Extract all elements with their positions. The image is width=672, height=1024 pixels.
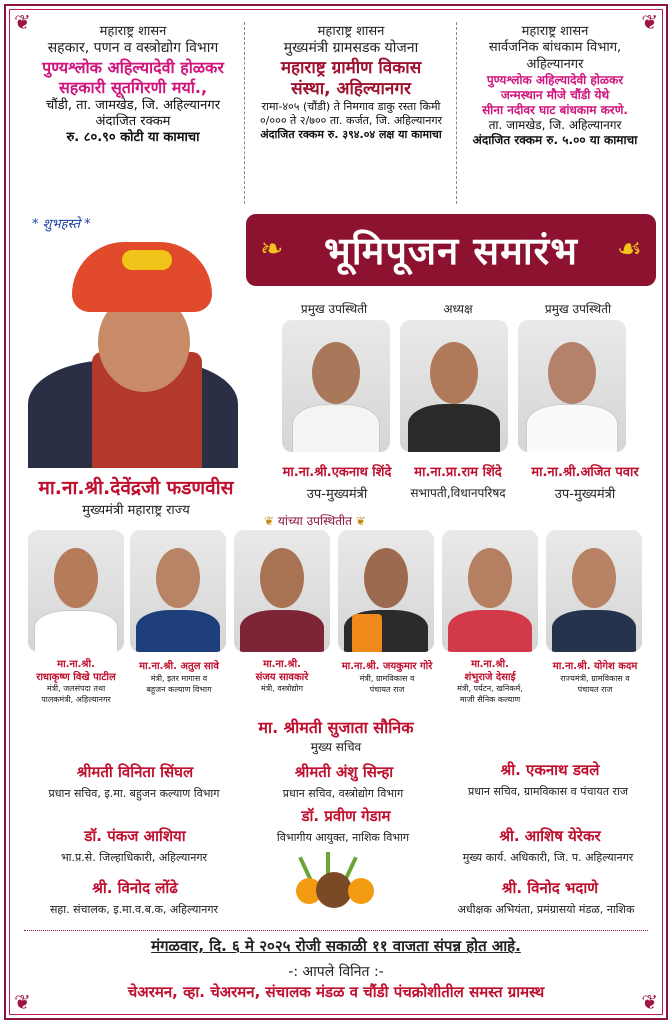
minister-name-line2: राधाकृष्ण विखे पाटील	[36, 672, 116, 683]
official-desc: प्रधान सचिव, इ.मा. बहुजन कल्याण विभाग	[48, 787, 220, 800]
guest-photo-shinde	[282, 320, 390, 452]
minister-desc-line1: मंत्री, ग्रामविकास व	[359, 674, 415, 683]
guest-title: उप-मुख्यमंत्री	[306, 487, 368, 502]
role-label: प्रमुख उपस्थिती	[544, 302, 612, 316]
minister-photo	[442, 530, 538, 652]
place: चौंडी, ता. जामखेड, जि. अहिल्यानगर	[45, 97, 221, 113]
official-name: श्रीमती अंशु सिन्हा	[294, 763, 394, 781]
org-name-line1: महाराष्ट्र ग्रामीण विकास	[280, 57, 422, 78]
official-name: श्री. आशिष येरेकर	[499, 827, 601, 845]
swirl-ornament-icon: ☙	[616, 232, 642, 265]
govt-label: महाराष्ट्र शासन	[317, 24, 385, 39]
department: सहकार, पणन व वस्त्रोद्योग विभाग	[47, 40, 219, 57]
shirt-shape	[240, 610, 324, 652]
shirt-shape	[448, 610, 532, 652]
invite-label: -: आपले विनित :-	[288, 964, 384, 980]
chief-guest-name: मा.ना.श्री.देवेंद्रजी फडणवीस	[38, 477, 234, 499]
minister-name-line1: मा.ना.श्री.	[471, 659, 509, 670]
guest-photo-ajit-pawar	[518, 320, 626, 452]
department-line2: अहिल्यानगर	[526, 56, 584, 72]
shirt-shape	[552, 610, 636, 652]
minister-desc-line1: मंत्री, जलसंपदा तथा	[46, 684, 106, 693]
header-column-ghat	[452, 24, 658, 148]
face-shape	[468, 548, 512, 608]
shirt-shape	[292, 404, 380, 452]
minister-desc-line1: मंत्री, इतर मागास व	[150, 674, 208, 683]
turban-band-shape	[122, 250, 172, 270]
coconut-flowers-icon	[296, 856, 376, 912]
header-column-cotton-mill	[28, 24, 238, 147]
face-shape	[156, 548, 200, 608]
shirt-shape	[34, 610, 118, 652]
face-shape	[572, 548, 616, 608]
event-title: भूमिपूजन समारंभ	[324, 229, 578, 273]
minister-photo	[338, 530, 434, 652]
chief-guest-photo	[22, 232, 244, 468]
minister-photo	[130, 530, 226, 652]
official-desc: विभागीय आयुक्त, नाशिक विभाग	[276, 831, 410, 844]
official-desc: सहा. संचालक, इ.मा.व.ब.क, अहिल्यानगर	[49, 903, 219, 916]
presence-label: यांच्या उपस्थितीत	[277, 514, 352, 528]
guest-title: सभापती,विधानपरिषद	[410, 486, 506, 500]
presence-label-wrap	[264, 512, 366, 529]
road-line1: रामा-४०५ (चौंडी) ते निमगाव डाकु रस्ता किमी	[261, 100, 441, 114]
org-name-line2: सहकारी सूतगिरणी मर्या.,	[58, 77, 208, 97]
leaf-ornament-icon: ❦	[264, 514, 278, 528]
minister-desc-line2: पंचायत राज	[577, 685, 613, 694]
guest-title: उप-मुख्यमंत्री	[554, 487, 616, 502]
org-name-line1: पुण्यश्लोक अहिल्यादेवी होळकर	[42, 57, 224, 77]
role-label: प्रमुख उपस्थिती	[300, 302, 368, 316]
minister-desc-line2: पंचायत राज	[369, 685, 405, 694]
guest-name: मा.ना.प्रा.राम शिंदे	[414, 465, 502, 480]
work-line2: जन्मस्थान मौजे चौंडी येथे	[500, 87, 610, 102]
face-shape	[548, 342, 596, 404]
guest-photo-ram-shinde	[400, 320, 508, 452]
chief-guest-title: मुख्यमंत्री महाराष्ट्र राज्य	[82, 503, 190, 518]
footer-invitees: चेअरमन, व्हा. चेअरमन, संचालक मंडळ व चौंडी पंचक्रोशीतील समस्त ग्रामस्थ	[127, 983, 545, 1001]
place: ता. जामखेड, जि. अहिल्यानगर	[488, 117, 622, 132]
minister-desc-line1: मंत्री, पर्यटन, खनिकर्म,	[457, 684, 523, 693]
face-shape	[312, 342, 360, 404]
official-name: श्री. विनोद लोंढे	[92, 879, 178, 897]
minister-name-line1: मा.ना.श्री.	[57, 659, 95, 670]
corner-ornament-icon: ❦	[14, 990, 31, 1014]
road-line2: ०/००० ते २/७०० ता. कर्जत, जि. अहिल्यानगर	[259, 114, 443, 127]
scheme: मुख्यमंत्री ग्रामसडक योजना	[283, 40, 419, 57]
leaf-ornament-icon: ❦	[351, 514, 366, 528]
scarf-shape	[352, 614, 382, 652]
official-desc: भा.प्र.से. जिल्हाधिकारी, अहिल्यानगर	[60, 851, 208, 864]
corner-ornament-icon: ❦	[641, 10, 658, 34]
corner-ornament-icon: ❦	[641, 990, 658, 1014]
official-name: डॉ. प्रवीण गेडाम	[301, 807, 391, 825]
official-desc: मुख्य कार्य. अधिकारी, जि. प. अहिल्यानगर	[462, 851, 634, 864]
minister-name-line1: मा.ना.श्री.	[263, 659, 301, 670]
govt-label: महाराष्ट्र शासन	[99, 24, 167, 39]
shubhhaste-label: * शुभहस्ते *	[32, 217, 91, 232]
role-label: अध्यक्ष	[443, 302, 473, 316]
minister-name: मा.ना.श्री. अतुल सावे	[139, 661, 219, 672]
org-name-line2: संस्था, अहिल्यानगर	[291, 79, 411, 99]
official-desc: प्रधान सचिव, वस्त्रोद्योग विभाग	[282, 787, 404, 800]
face-shape	[430, 342, 478, 404]
minister-name-line2: शंभुराजे देसाई	[464, 672, 516, 683]
official-name: श्री. विनोद भदाणे	[501, 879, 599, 897]
minister-photo	[28, 530, 124, 652]
face-shape	[260, 548, 304, 608]
minister-name: मा.ना.श्री. जयकुमार गोरे	[341, 661, 433, 672]
minister-photo	[234, 530, 330, 652]
official-desc: प्रधान सचिव, ग्रामविकास व पंचायत राज	[467, 785, 629, 798]
minister-desc-line1: राज्यमंत्री, ग्रामविकास व	[560, 674, 630, 683]
event-date: मंगळवार, दि. ६ मे २०२५ रोजी सकाळी ११ वाजता संपन्न होत आहे.	[151, 937, 521, 955]
cost-label: अंदाजित रक्कम	[95, 114, 171, 129]
minister-name: मा.ना.श्री. योगेश कदम	[552, 661, 638, 672]
divider	[24, 930, 648, 931]
cost: अंदाजित रक्कम रु. ५.०० या कामाचा	[472, 132, 638, 147]
cost: रु. ८०.९० कोटी या कामाचा	[66, 130, 200, 146]
minister-desc-line1: मंत्री, वस्त्रोद्योग	[260, 684, 304, 693]
face-shape	[364, 548, 408, 608]
official-name: श्रीमती विनिता सिंघल	[76, 763, 194, 781]
govt-label: महाराष्ट्र शासन	[521, 24, 589, 39]
header-column-road	[240, 24, 462, 142]
chief-secretary-desc: मुख्य सचिव	[310, 740, 362, 754]
face-shape	[54, 548, 98, 608]
minister-desc-line2: पालकमंत्री, अहिल्यानगर	[41, 695, 111, 704]
cost: अंदाजित रक्कम रु. ३९४.०४ लक्ष या कामाचा	[260, 127, 442, 141]
minister-photo	[546, 530, 642, 652]
minister-name-line2: संजय सावकारे	[255, 672, 309, 683]
department-line1: सार्वजनिक बांधकाम विभाग,	[488, 40, 622, 56]
official-name: डॉ. पंकज आशिया	[84, 827, 186, 845]
minister-desc-line2: बहुजन कल्याण विभाग	[146, 685, 212, 694]
swirl-ornament-icon: ❧	[260, 232, 284, 265]
corner-ornament-icon: ❦	[14, 10, 31, 34]
chief-secretary-name: मा. श्रीमती सुजाता सौनिक	[258, 718, 414, 737]
shirt-shape	[136, 610, 220, 652]
official-name: श्री. एकनाथ डवले	[500, 761, 600, 779]
guest-name: मा.ना.श्री.एकनाथ शिंदे	[282, 465, 392, 480]
official-desc: अधीक्षक अभियंता, प्रमंग्रासयो मंडळ, नाशिक	[457, 903, 635, 916]
event-title-banner	[246, 214, 656, 286]
guest-name: मा.ना.श्री.अजित पवार	[531, 465, 639, 480]
shirt-shape	[526, 404, 618, 452]
work-line1: पुण्यश्लोक अहिल्यादेवी होळकर	[486, 72, 624, 87]
work-line3: सीना नदीवर घाट बांधकाम करणे.	[482, 102, 628, 117]
shirt-shape	[408, 404, 500, 452]
minister-desc-line2: माजी सैनिक कल्याण	[459, 695, 521, 704]
